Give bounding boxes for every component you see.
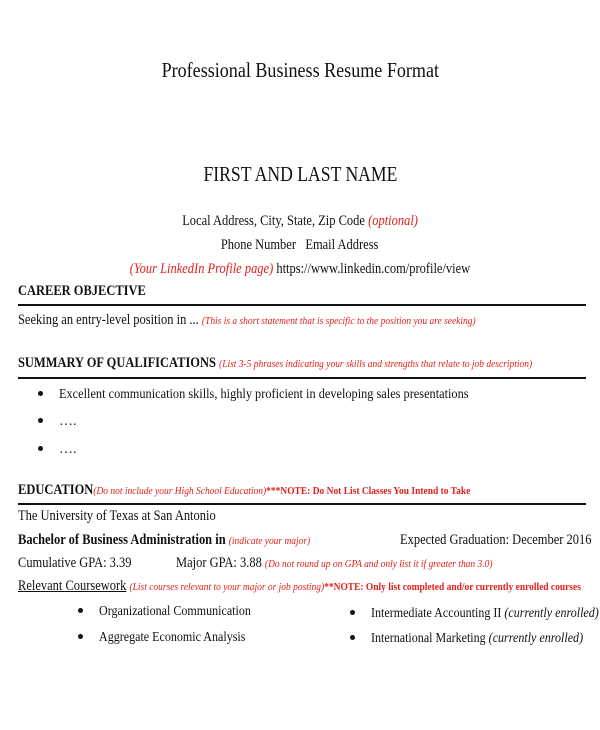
bullet-icon [38,446,43,451]
bullet-icon [38,418,43,423]
section-divider [18,304,586,306]
linkedin-note: (Your LinkedIn Profile page) [129,261,274,277]
education-heading: EDUCATION(Do not include your High School Education)***NOTE: Do Not List Classes You Intend to Take [18,482,471,498]
gpa-note: (Do not round up on GPA and only list it if greater than 3.0) [264,558,493,570]
education-note: (Do not include your High School Education) [93,485,267,497]
section-divider [18,377,586,379]
bullet-icon [38,391,43,396]
cumulative-gpa: Cumulative GPA: 3.39 [18,555,132,571]
career-objective-heading: CAREER OBJECTIVE [18,283,146,299]
list-item: …. [38,412,77,430]
list-item: …. [38,440,77,458]
list-item: Intermediate Accounting II (currently enrolled) [350,604,600,622]
section-divider [18,503,586,505]
address-text: Local Address, City, State, Zip Code [182,213,365,229]
career-objective-note: (This is a short statement that is specific to the position you are seeking) [201,315,476,327]
qualifications-note: (List 3-5 phrases indicating your skills and strengths that relate to job description) [219,358,533,370]
coursework-warning: **NOTE: Only list completed and/or currently enrolled courses [324,581,581,593]
bullet-icon [350,610,355,615]
career-objective-text: Seeking an entry-level position in ... (This is a short statement that is specific to the position you are seeking) [18,312,476,328]
bullet-icon [350,635,355,640]
list-item: Aggregate Economic Analysis [78,628,269,646]
list-item: International Marketing (currently enrolled) [350,629,600,647]
contact-address-line [0,213,600,230]
degree-text: Bachelor of Business Administration in [18,532,226,548]
coursework-note: (List courses relevant to your major or job posting) [129,581,325,593]
graduation-date: Expected Graduation: December 2016 [400,532,592,548]
degree-line [18,532,358,549]
degree-note: (indicate your major) [228,535,311,547]
linkedin-url[interactable]: https://www.linkedin.com/profile/view [276,261,471,277]
major-gpa-line [176,555,544,572]
list-item: Excellent communication skills, highly proficient in developing sales presentations [38,385,524,403]
major-gpa: Major GPA: 3.88 [176,555,262,571]
education-warning: ***NOTE: Do Not List Classes You Intend to Take [266,485,471,497]
coursework-line [18,578,600,595]
bullet-icon [78,608,83,613]
address-note: (optional) [367,213,418,229]
candidate-name: FIRST AND LAST NAME [203,162,397,186]
university-name: The University of Texas at San Antonio [18,508,216,524]
bullet-icon [78,634,83,639]
coursework-label: Relevant Coursework [18,578,127,594]
contact-linkedin-line [0,261,600,278]
qualifications-heading: SUMMARY OF QUALIFICATIONS (List 3-5 phrases indicating your skills and strengths that relate to job description) [18,355,533,371]
list-item: Organizational Communication [78,602,276,620]
document-title: Professional Business Resume Format [161,58,439,82]
contact-phone-email-line: Phone Number Email Address [221,237,379,253]
